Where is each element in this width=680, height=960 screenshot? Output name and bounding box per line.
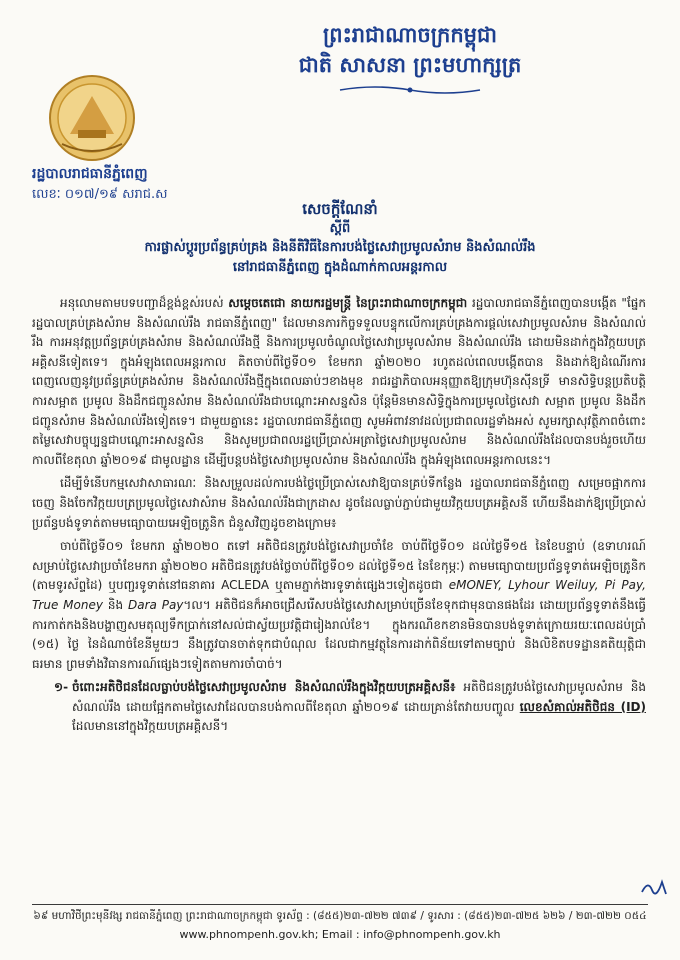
item1-rest: អតិថិជនត្រូវបង់ថ្លៃសេវាប្រមូលសំរាម និងសំណល់រឹង ដោយផ្អែកតាមថ្លៃសេវាដែលបានបង់កាលពីខែតុលា ឆ្នាំ២០១៩ ដោយគ្រាន់តែវាយបញ្ចូល [72, 680, 646, 714]
initial-signature-icon [640, 876, 668, 898]
authority-name: រដ្ឋបាលរាជធានីភ្នំពេញ [32, 166, 148, 182]
title-line-1: សេចក្ដីណែនាំ [302, 200, 378, 218]
national-motto: ជាតិ សាសនា ព្រះមហាក្សត្រ [298, 52, 522, 77]
ornament-divider-icon [335, 84, 485, 96]
kingdom-name: ព្រះរាជាណាចក្រកម្ពុជា [322, 22, 497, 47]
list-item-1 [32, 678, 646, 737]
document-title [60, 198, 620, 278]
paragraph-1 [32, 294, 646, 470]
p3-and: និង [107, 597, 124, 612]
paragraph-2: ដើម្បីទំនើបកម្មសេវាសាធារណៈ និងសម្រួលដល់ការបង់ថ្លៃប្រើប្រាស់សេវាឱ្យបានគ្រប់ទីកន្លែង រដ្ឋបាលរាជធានីភ្នំពេញ សម្រេចផ្អាកការចេញ និងចែកវិក្កយបត្រប្រមូលថ្លៃសេវាសំរាម និងសំណល់រឹងជាក្រដាស ដូចដែលធ្លាប់ភ្ជាប់ជាមួយវិក្កយបត្រអគ្គិសនី ហើយនឹងដាក់ឱ្យប្រើប្រាស់ប្រព័ន្ធបង់ទូទាត់តាមមធ្យោបាយអេឡិចត្រូនិក ជំនួសវិញដូចខាងក្រោម៖ [32, 476, 646, 530]
item1-bold: ចំពោះអតិថិជនដែលធ្លាប់បង់ថ្លៃសេវាប្រមូលសំរាម និងសំណល់រឹងក្នុងវិក្កយបត្រអគ្គិសនី៖ [72, 680, 456, 695]
footer-divider [32, 904, 648, 905]
payment-agents: eMONEY, Lyhour Weiluy, Pi Pay, True Money [32, 578, 646, 612]
footer-address: ៦៩ មហាវិថីព្រះមុនីវង្ស រាជធានីភ្នំពេញ ព្រះរាជាណាចក្រកម្ពុជា ទូរស័ព្ទ : (៨៥៥)២៣-៧២២ ៧៣៩ / ទូរសារ : (៨៥៥)២៣-៧២៥ ៦២៦ / ២៣-៧២២ ០៥៤ [33, 910, 647, 922]
phnom-penh-city-seal-icon [48, 74, 136, 162]
p1-bold: សម្ដេចតេជោ នាយករដ្ឋមន្ត្រី នៃព្រះរាជាណាចក្រកម្ពុជា [228, 296, 468, 310]
p3-b: ។ល។ អតិថិជនក៏អាចជ្រើសរើសបង់ថ្លៃសេវាសម្រាប់ច្រើនខែទុកជាមុនបានផងដែរ ដោយប្រព័ន្ធទូទាត់នឹងធ្វើការកាត់កងនិងបង្ហាញសមតុល្យទឹកប្រាក់នៅសល់ជាស្វ័យប្រវត្តិជារៀងរាល់ខែ។ ក្នុងករណីខកខានមិនបានបង់ទូទាត់ក្រោយរយៈពេលដប់ប្រាំ (១៥) ថ្ងៃ នៃដំណាច់ខែនីមួយៗ នឹងត្រូវបានចាត់ទុកជាបំណុល ដែលជាកម្មវត្ថុនៃការដាក់ពិន័យទៅតាមច្បាប់ និងលិខិតបទដ្ឋានគតិយុត្តិជាធរមាន ព្រមទាំងវិធានការណ៍ផ្សេងៗទៀតតាមការចាំបាច់។ [32, 597, 647, 671]
item1-end: ដែលមាននៅក្នុងវិក្កយបត្រអគ្គិសនី។ [72, 719, 229, 734]
p3-a: ចាប់ពីថ្ងៃទី០១ ខែមករា ឆ្នាំ២០២០ តទៅ អតិថិជនត្រូវបង់ថ្លៃសេវាប្រចាំខែ ចាប់ពីថ្ងៃទី០១ ដល់ថ្ងៃទី១៥ នៃខែបន្ទាប់ (ឧទាហរណ៍ សម្រាប់ថ្លៃសេវាប្រចាំខែមករា ឆ្នាំ២០២០ អតិថិជនត្រូវបង់ថ្លៃចាប់ពីថ្ងៃទី០១ ដល់ថ្ងៃទី១៥ នៃខែកុម្ភៈ) តាមមធ្យោបាយប្រព័ន្ធទូទាត់អេឡិចត្រូនិក (តាមទូរស័ព្ទដៃ) ឬបញ្ជរទូទាត់នៅធនាគារ ACLEDA ឬតាមភ្នាក់ងារទូទាត់ផ្សេងៗទៀតដូចជា [32, 539, 646, 593]
title-line-4: នៅរាជធានីភ្នំពេញ ក្នុងដំណាក់កាលអន្តរកាល [232, 260, 448, 275]
paragraph-3 [32, 537, 646, 674]
dara-pay: Dara Pay [127, 597, 184, 612]
customer-id-label: លេខសំគាល់អតិថិជន (ID) [519, 699, 646, 714]
document-body [32, 294, 646, 741]
reference-number: លេខៈ ០១៧/១៩ សរាជ.ស [32, 187, 168, 202]
item-number: ១- [54, 680, 69, 695]
title-line-3: ការផ្លាស់ប្ដូរប្រព័ន្ធគ្រប់គ្រង និងនីតិវិធីនៃការបង់ថ្លៃសេវាប្រមូលសំរាម និងសំណល់រឹង [144, 240, 536, 255]
kingdom-heading [160, 20, 660, 96]
title-line-2: ស្ដីពី [329, 221, 351, 236]
p1-rest: រដ្ឋបាលរាជធានីភ្នំពេញបានបង្កើត "ផ្នែករដ្ឋបាលគ្រប់គ្រងសំរាម និងសំណល់រឹង រាជធានីភ្នំពេញ" ដែលមានភារកិច្ចទទួលបន្ទុកលើការគ្រប់គ្រងការផ្ដល់សេវាប្រមូលសំរាម និងសំណល់រឹង ការអនុវត្តប្រព័ន្ធគ្រប់គ្រងសំរាម និងសំណល់រឹងថ្មី និងការប្រមូលចំណូលថ្លៃសេវាប្រមូលសំរាម និងសំណល់រឹង ដោយមិនដាក់ក្នុងវិក្កយបត្រអគ្គិសនីទៀតទេ។ ក្នុងអំឡុងពេលអន្តរកាល គិតចាប់ពីថ្ងៃទី០១ ខែមករា ឆ្នាំ២០២០ រហូតដល់ពេលបង្កើតបាន និងដាក់ឱ្យដំណើរការពេញលេញនូវប្រព័ន្ធគ្រប់គ្រងសំរាម និងសំណល់រឹងថ្មីក្នុងពេលឆាប់ៗខាងមុខ រាជរដ្ឋាភិបាលអនុញ្ញាតឱ្យក្រុមហ៊ុនស៊ីនទ្រី មានសិទ្ធិបន្តប្រតិបត្តិការសម្អាត ប្រមូល និងដឹកជញ្ជូនសំរាម និងសំណល់រឹងជាបណ្ដោះអាសន្នសិន ប៉ុន្តែមិនមានសិទ្ធិក្នុងការប្រមូលថ្លៃសេវា សម្អាត ប្រមូល និងដឹកជញ្ជូនសំរាម និងសំណល់រឹងទៀតទេ។ ជាមួយគ្នានេះ រដ្ឋបាលរាជធានីភ្នំពេញ សូមអំពាវនាវដល់ប្រជាពលរដ្ឋទាំងអស់ សូមរក្សាសុវត្ថិភាពចំពោះតម្លៃសេវាបច្ចុប្បន្នជាបណ្ដោះអាសន្នសិន និងសូមប្រជាពលរដ្ឋប្រើប្រាស់អត្រាថ្លៃសេវាប្រមូលសំរាម និងសំណល់រឹងដែលបានបង់រួចហើយកាលពីខែតុលា ឆ្នាំ២០១៩ ជាមូលដ្ឋាន ដើម្បីបន្តបង់ថ្លៃសេវាប្រមូលសំរាម និងសំណល់រឹង ក្នុងអំឡុងពេលអន្តរកាលនេះ។ [32, 296, 646, 467]
footer-contact: www.phnompenh.gov.kh; Email : info@phnompenh.gov.kh [179, 928, 501, 941]
p1-lead: អនុលោមតាមបទបញ្ជាដ៏ខ្ពង់ខ្ពស់របស់ [60, 296, 224, 310]
